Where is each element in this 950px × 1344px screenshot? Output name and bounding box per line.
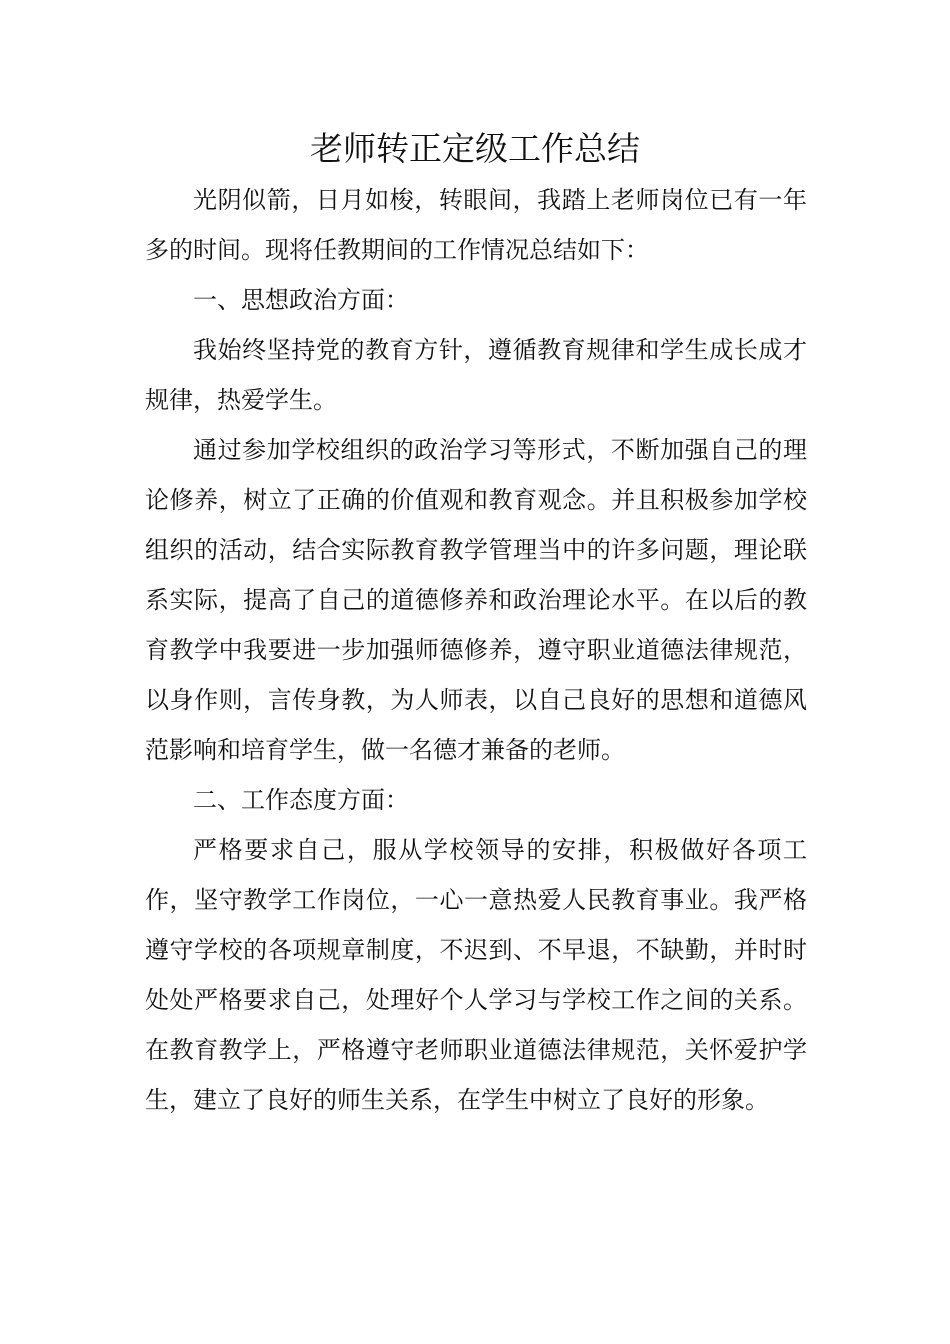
paragraph-ideology-1: 我始终坚持党的教育方针，遵循教育规律和学生成长成才规律，热爱学生。 (145, 336, 807, 414)
document-title: 老师转正定级工作总结 (310, 129, 640, 168)
section-heading-attitude: 二、工作态度方面： (193, 786, 409, 814)
section-heading-ideology: 一、思想政治方面： (193, 286, 409, 314)
paragraph-ideology-2: 通过参加学校组织的政治学习等形式，不断加强自己的理论修养，树立了正确的价值观和教育观念。并且积极参加学校组织的活动，结合实际教育教学管理当中的许多问题，理论联系实际，提高了自己的道德修养和政治理论水平。在以后的教育教学中我要进一步加强师德修养，遵守职业道德法律规范，以身作则，言传身教，为人师表，以自己良好的思想和道德风范影响和培育学生，做一名德才兼备的老师。 (145, 436, 807, 764)
paragraph-intro: 光阴似箭，日月如梭，转眼间，我踏上老师岗位已有一年多的时间。现将任教期间的工作情况总结如下： (145, 186, 807, 264)
document-body (145, 175, 807, 1125)
paragraph-attitude: 严格要求自己，服从学校领导的安排，积极做好各项工作，坚守教学工作岗位，一心一意热爱人民教育事业。我严格遵守学校的各项规章制度，不迟到、不早退，不缺勤，并时时处处严格要求自己，处理好个人学习与学校工作之间的关系。在教育教学上，严格遵守老师职业道德法律规范，关怀爱护学生，建立了良好的师生关系，在学生中树立了良好的形象。 (145, 836, 807, 1114)
